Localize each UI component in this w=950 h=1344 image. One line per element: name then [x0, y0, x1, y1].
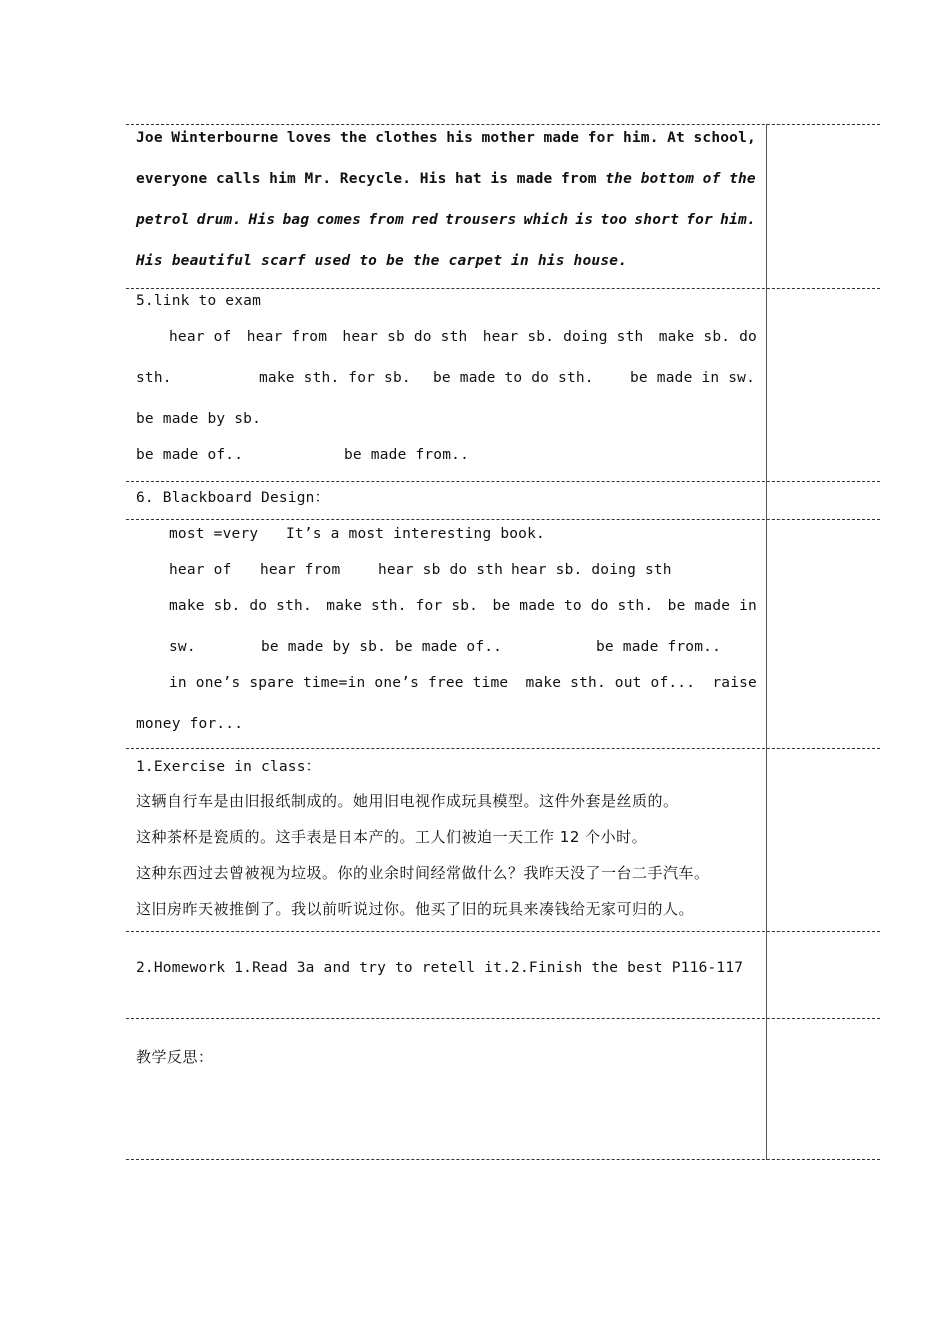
- blackboard-row-3: make sb. do sth. make sth. for sb. be made to do sth. be made in: [169, 598, 757, 614]
- exercise-heading: 1.Exercise in class：: [136, 759, 321, 775]
- section-rule: [126, 288, 880, 289]
- blackboard-row-4c: be made from..: [596, 639, 722, 655]
- blackboard-row-4b: be made by sb. be made of..: [261, 639, 503, 655]
- exercise-line-4: 这旧房昨天被推倒了。我以前听说过你。他买了旧的玩具来凑钱给无家可归的人。: [136, 900, 695, 918]
- story-line-4: His beautiful scarf used to be the carpet in his house.: [136, 253, 628, 269]
- story-line-2: everyone calls him Mr. Recycle. His hat is made from the bottom of the: [136, 171, 756, 187]
- homework-text: 2.Homework 1.Read 3a and try to retell it.2.Finish the best P116-117: [136, 960, 744, 976]
- column-divider: [766, 124, 767, 1160]
- exercise-line-2: 这种茶杯是瓷质的。这手表是日本产的。工人们被迫一天工作 12 个小时。: [136, 828, 648, 846]
- section-rule: [126, 519, 880, 520]
- link-exam-row-3: be made by sb.: [136, 411, 262, 427]
- section-rule: [126, 1159, 880, 1160]
- section-rule: [126, 124, 880, 125]
- link-exam-row-4b: be made from..: [344, 447, 470, 463]
- exercise-line-1: 这辆自行车是由旧报纸制成的。她用旧电视作成玩具模型。这件外套是丝质的。: [136, 792, 679, 810]
- story-line-1: Joe Winterbourne loves the clothes his mother made for him. At school,: [136, 130, 756, 146]
- reflection-heading: 教学反思：: [136, 1048, 214, 1066]
- blackboard-row-4a: sw.: [169, 639, 196, 655]
- link-exam-row-1: hear of hear from hear sb do sth hear sb. doing sth make sb. do: [169, 329, 757, 345]
- story-line-3: petrol drum. His bag comes from red trousers which is too short for him.: [136, 212, 756, 228]
- blackboard-row-5: in one’s spare time=in one’s free time make sth. out of... raise: [169, 675, 757, 691]
- section-rule: [126, 481, 880, 482]
- blackboard-row-6: money for...: [136, 716, 244, 732]
- blackboard-row-2: hear of hear from hear sb do sth hear sb. doing sth: [169, 562, 672, 578]
- blackboard-row-1b: It’s a most interesting book.: [286, 526, 545, 542]
- section-rule: [126, 748, 880, 749]
- blackboard-row-1a: most =very: [169, 526, 259, 542]
- link-exam-row-2: sth. make sth. for sb. be made to do sth. be made in sw.: [136, 370, 756, 386]
- section-rule: [126, 1018, 880, 1019]
- exercise-line-3: 这种东西过去曾被视为垃圾。你的业余时间经常做什么？我昨天没了一台二手汽车。: [136, 864, 710, 882]
- blackboard-heading: 6. Blackboard Design：: [136, 490, 330, 506]
- link-exam-row-4a: be made of..: [136, 447, 244, 463]
- section-rule: [126, 931, 880, 932]
- link-exam-heading: 5.link to exam: [136, 293, 262, 309]
